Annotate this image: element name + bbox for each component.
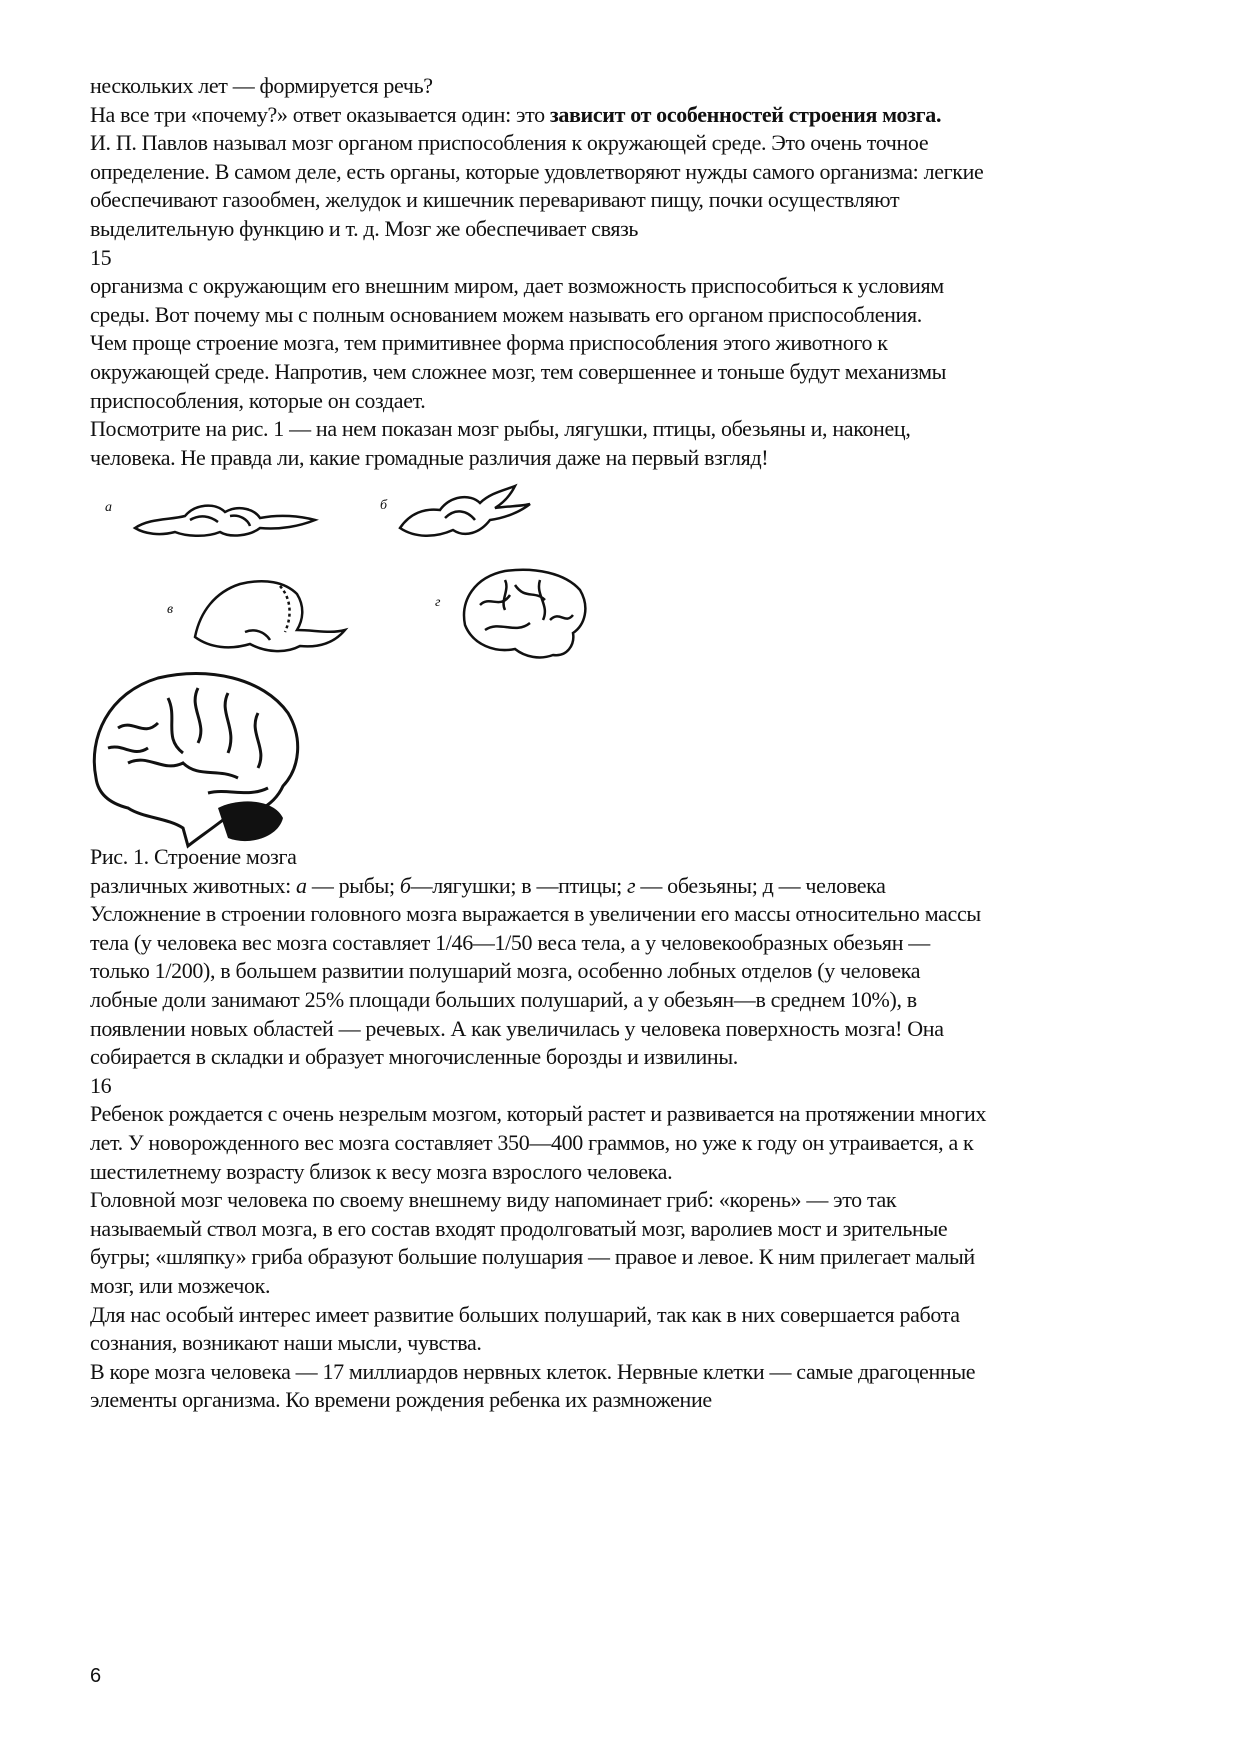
text-line: Головной мозг человека по своему внешнему виду напоминает гриб: «корень» — это так — [90, 1187, 897, 1213]
figure-label-a: а — [105, 500, 112, 515]
text-line: Ребенок рождается с очень незрелым мозгом, который растет и развивается на протяжении многих — [90, 1101, 987, 1127]
bird-brain-illustration — [185, 572, 355, 657]
emphasis-text: зависит от особенностей строения мозга. — [549, 101, 942, 127]
text-span: На все три «почему?» ответ оказывается один: это — [90, 101, 550, 127]
text-line: нескольких лет — формируется речь? — [90, 73, 433, 98]
text-line: собирается в складки и образует многочисленные борозды и извилины. — [90, 1044, 738, 1070]
text-line: окружающей среде. Напротив, чем сложнее мозг, тем совершеннее и тоньше будут механизмы — [90, 358, 947, 384]
source-page-marker: 15 — [90, 244, 112, 270]
text-line: появлении новых областей — речевых. А как увеличилась у человека поверхность мозга! Она — [90, 1015, 944, 1041]
text-line: называемый ствол мозга, в его состав входят продолговатый мозг, варолиев мост и зрительные — [90, 1215, 948, 1241]
text-span: б — [399, 872, 411, 898]
monkey-brain-illustration — [455, 565, 595, 665]
text-line: тела (у человека вес мозга составляет 1/46—1/50 веса тела, а у человекообразных обезьян — — [90, 929, 930, 955]
fish-brain-illustration — [130, 490, 320, 550]
text-span: — обезьяны; д — человека — [635, 872, 886, 898]
text-line: организма с окружающим его внешним миром, дает возможность приспособиться к условиям — [90, 273, 944, 299]
text-line: В коре мозга человека — 17 миллиардов нервных клеток. Нервные клетки — самые драгоценные — [90, 1358, 976, 1384]
figure-caption: Рис. 1. Строение мозга — [90, 844, 297, 869]
text-line: лобные доли занимают 25% площади больших полушарий, а у обезьян—в среднем 10%), в — [90, 986, 917, 1012]
figure-caption-legend — [90, 872, 986, 901]
text-line: шестилетнему возрасту близок к весу мозга взрослого человека. — [90, 1158, 673, 1184]
figure-label-b: б — [380, 498, 388, 513]
source-page-marker: 16 — [90, 1072, 112, 1098]
text-span: —лягушки; в —птицы; — [410, 872, 627, 898]
text-line: бугры; «шляпку» гриба образуют большие полушария — правое и левое. К ним прилегает малый — [90, 1244, 975, 1270]
text-span: а — [296, 872, 307, 898]
text-line: Чем проще строение мозга, тем примитивнее форма приспособления этого животного к — [90, 330, 888, 356]
text-line: Для нас особый интерес имеет развитие больших полушарий, так как в них совершается работа — [90, 1301, 960, 1327]
text-span: — рыбы; — [306, 872, 400, 898]
text-line: лет. У новорожденного вес мозга составляет 350—400 граммов, но уже к году он утраивается, а к — [90, 1129, 974, 1155]
text-line: сознания, возникают наши мысли, чувства. — [90, 1330, 482, 1356]
text-line: обеспечивают газообмен, желудок и кишечник переваривают пищу, почки осуществляют — [90, 187, 900, 213]
text-line: человека. Не правда ли, какие громадные различия даже на первый взгляд! — [90, 444, 769, 470]
text-line: приспособления, которые он создает. — [90, 387, 426, 413]
frog-brain-illustration — [395, 478, 535, 548]
text-line: среды. Вот почему мы с полным основанием можем называть его органом приспособления. — [90, 301, 922, 327]
figure-label-g: г — [435, 595, 441, 610]
text-line: Посмотрите на рис. 1 — на нем показан мозг рыбы, лягушки, птицы, обезьяны и, наконец, — [90, 416, 911, 442]
text-line: выделительную функцию и т. д. Мозг же обеспечивает связь — [90, 215, 639, 241]
text-line: Усложнение в строении головного мозга выражается в увеличении его массы относительно массы — [90, 901, 981, 927]
text-line: элементы организма. Ко времени рождения ребенка их размножение — [90, 1387, 712, 1413]
text-line: только 1/200), в большем развитии полушарий мозга, особенно лобных отделов (у человека — [90, 958, 921, 984]
text-span: различных животных: — [90, 872, 297, 898]
cerebellum-shape — [218, 801, 283, 841]
text-block-top — [90, 72, 983, 472]
text-line — [90, 101, 983, 130]
figure-label-v: в — [167, 602, 174, 617]
text-line: мозг, или мозжечок. — [90, 1272, 271, 1298]
text-line: определение. В самом деле, есть органы, которые удовлетворяют нужды самого организма: легкие — [90, 158, 984, 184]
text-span: г — [626, 872, 636, 898]
page-number: 6 — [90, 1665, 102, 1687]
text-block-bottom — [90, 843, 986, 1415]
text-line: И. П. Павлов называл мозг органом приспособления к окружающей среде. Это очень точное — [90, 130, 929, 156]
human-brain-illustration — [88, 668, 308, 853]
